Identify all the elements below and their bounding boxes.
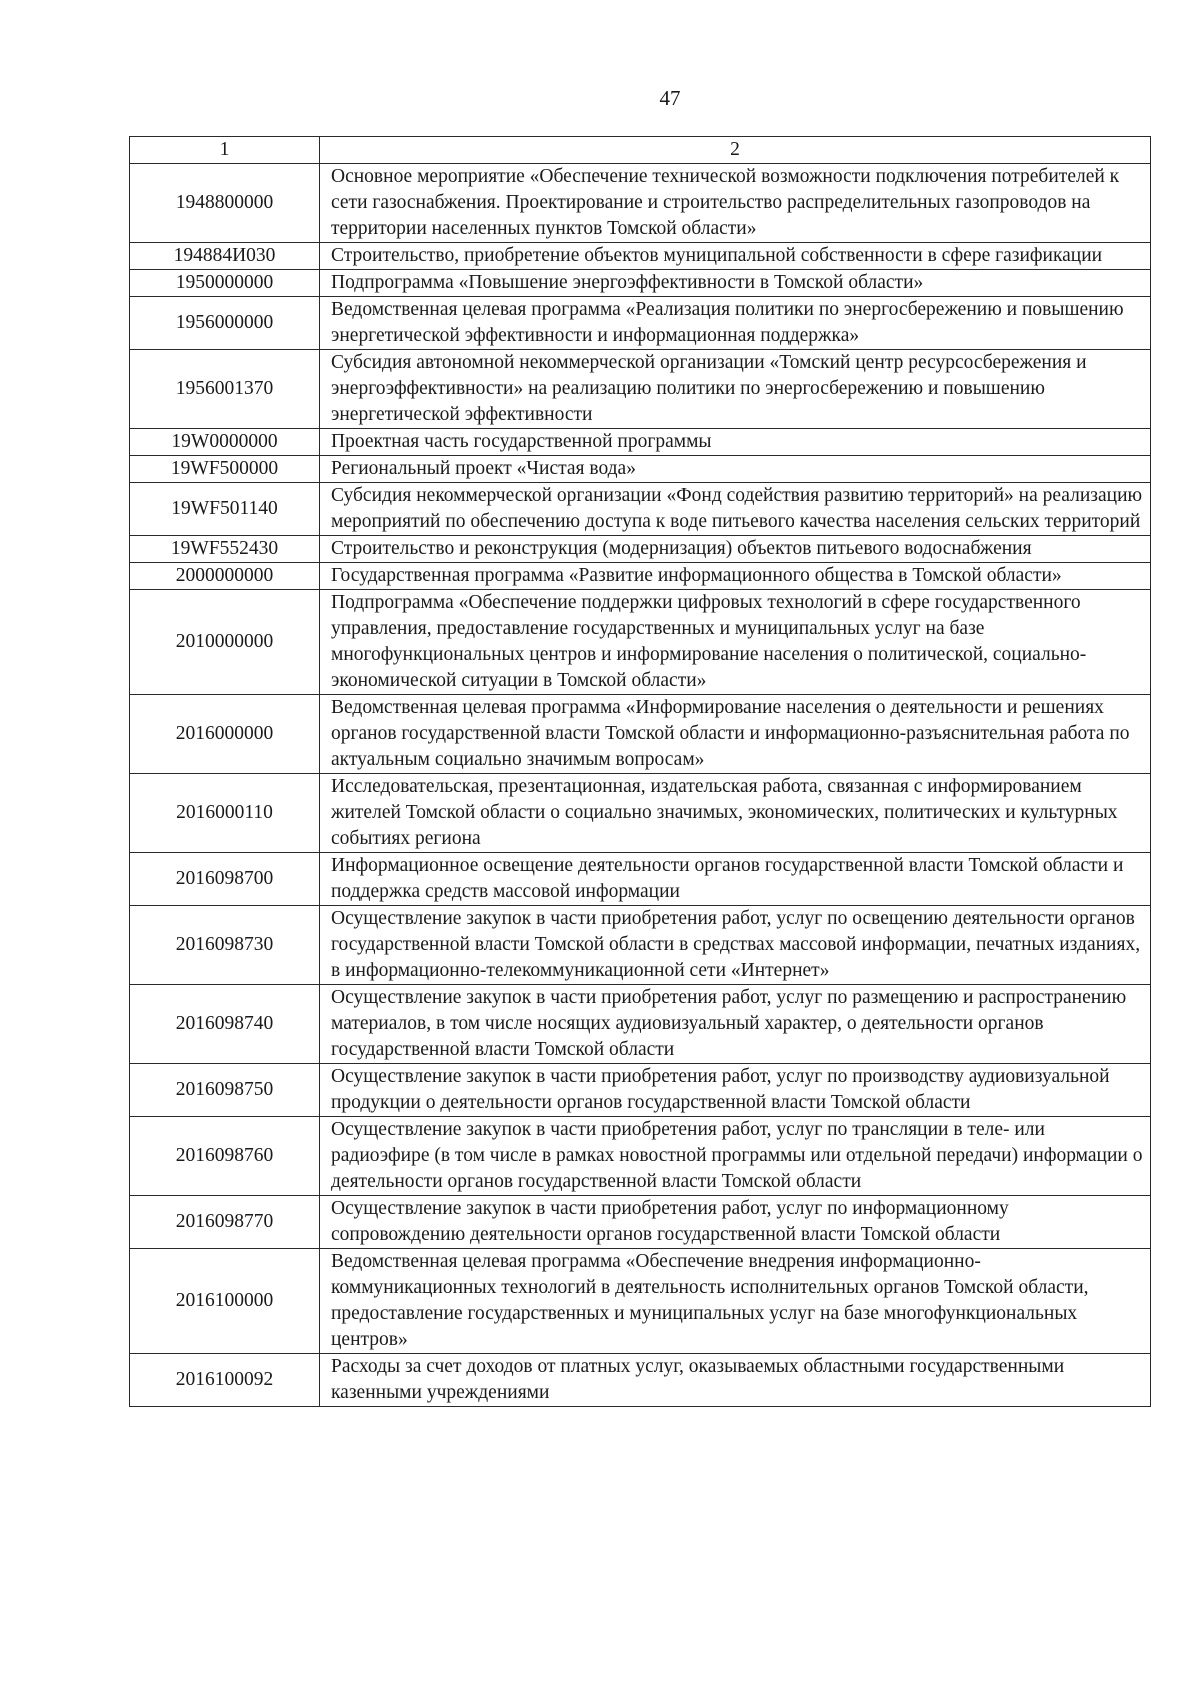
row-name: Расходы за счет доходов от платных услуг, оказываемых областными государственными казенными учреждениями [320, 1354, 1151, 1407]
table-row [130, 270, 1151, 297]
row-code: 19WF501140 [130, 483, 320, 536]
row-name: Строительство и реконструкция (модернизация) объектов питьевого водоснабжения [320, 536, 1151, 563]
row-code: 19WF552430 [130, 536, 320, 563]
row-name: Строительство, приобретение объектов муниципальной собственности в сфере газификации [320, 243, 1151, 270]
row-name: Проектная часть государственной программы [320, 429, 1151, 456]
row-name: Подпрограмма «Повышение энергоэффективности в Томской области» [320, 270, 1151, 297]
row-name: Подпрограмма «Обеспечение поддержки цифровых технологий в сфере государственного управления, предоставление государственных и муниципальных услуг на базе многофункциональных центров и информирование населения о политической, социально-экономической ситуации в Томской области» [320, 590, 1151, 695]
row-code: 2016000000 [130, 695, 320, 774]
table-row [130, 297, 1151, 350]
row-code: 2016100000 [130, 1249, 320, 1354]
table-row [130, 1117, 1151, 1196]
row-name: Осуществление закупок в части приобретения работ, услуг по освещению деятельности органов государственной власти Томской области в средствах массовой информации, печатных изданиях, в информационно-телекоммуникационной сети «Интернет» [320, 906, 1151, 985]
table-row [130, 243, 1151, 270]
row-name: Субсидия некоммерческой организации «Фонд содействия развитию территорий» на реализацию мероприятий по обеспечению доступа к воде питьевого качества населения сельских территорий [320, 483, 1151, 536]
table-row [130, 774, 1151, 853]
row-code: 1956000000 [130, 297, 320, 350]
table-row [130, 1354, 1151, 1407]
row-code: 194884И030 [130, 243, 320, 270]
row-name: Осуществление закупок в части приобретения работ, услуг по производству аудиовизуальной продукции о деятельности органов государственной власти Томской области [320, 1064, 1151, 1117]
row-code: 2016000110 [130, 774, 320, 853]
table-row [130, 1196, 1151, 1249]
table-row [130, 483, 1151, 536]
row-name: Региональный проект «Чистая вода» [320, 456, 1151, 483]
table-row [130, 164, 1151, 243]
table-row [130, 536, 1151, 563]
row-name: Осуществление закупок в части приобретения работ, услуг по размещению и распространению материалов, в том числе носящих аудиовизуальный характер, о деятельности органов государственной власти Томской области [320, 985, 1151, 1064]
row-code: 19WF500000 [130, 456, 320, 483]
table-row [130, 429, 1151, 456]
table-row [130, 1064, 1151, 1117]
row-name: Исследовательская, презентационная, издательская работа, связанная с информированием жителей Томской области о социально значимых, экономических, политических и культурных событиях региона [320, 774, 1151, 853]
row-code: 2000000000 [130, 563, 320, 590]
table-header-row [130, 137, 1151, 164]
row-name: Ведомственная целевая программа «Обеспечение внедрения информационно-коммуникационных технологий в деятельность исполнительных органов Томской области, предоставление государственных и муниципальных услуг на базе многофункциональных центров» [320, 1249, 1151, 1354]
row-code: 1950000000 [130, 270, 320, 297]
row-code: 2010000000 [130, 590, 320, 695]
row-code: 2016098730 [130, 906, 320, 985]
column-header-code: 1 [130, 137, 320, 164]
column-header-name: 2 [320, 137, 1151, 164]
table-row [130, 456, 1151, 483]
table-row [130, 906, 1151, 985]
row-name: Осуществление закупок в части приобретения работ, услуг по информационному сопровождению деятельности органов государственной власти Томской области [320, 1196, 1151, 1249]
table-row [130, 350, 1151, 429]
table-row [130, 563, 1151, 590]
row-name: Осуществление закупок в части приобретения работ, услуг по трансляции в теле- или радиоэфире (в том числе в рамках новостной программы или отдельной передачи) информации о деятельности органов государственной власти Томской области [320, 1117, 1151, 1196]
row-code: 1956001370 [130, 350, 320, 429]
row-code: 1948800000 [130, 164, 320, 243]
table-row [130, 853, 1151, 906]
row-code: 2016098760 [130, 1117, 320, 1196]
row-name: Основное мероприятие «Обеспечение технической возможности подключения потребителей к сети газоснабжения. Проектирование и строительство распределительных газопроводов на территории населенных пунктов Томской области» [320, 164, 1151, 243]
row-name: Ведомственная целевая программа «Информирование населения о деятельности и решениях органов государственной власти Томской области и информационно-разъяснительная работа по актуальным социально значимым вопросам» [320, 695, 1151, 774]
row-name: Информационное освещение деятельности органов государственной власти Томской области и поддержка средств массовой информации [320, 853, 1151, 906]
row-name: Государственная программа «Развитие информационного общества в Томской области» [320, 563, 1151, 590]
row-name: Субсидия автономной некоммерческой организации «Томский центр ресурсосбережения и энергоэффективности» на реализацию политики по энергосбережению и повышению энергетической эффективности [320, 350, 1151, 429]
row-code: 2016098770 [130, 1196, 320, 1249]
table-row [130, 590, 1151, 695]
row-code: 2016098740 [130, 985, 320, 1064]
row-code: 2016098700 [130, 853, 320, 906]
page-number: 47 [659, 86, 681, 110]
row-code: 2016100092 [130, 1354, 320, 1407]
table-row [130, 695, 1151, 774]
table-row [130, 1249, 1151, 1354]
table-row [130, 985, 1151, 1064]
row-code: 19W0000000 [130, 429, 320, 456]
row-code: 2016098750 [130, 1064, 320, 1117]
budget-classification-table [129, 136, 1151, 1407]
row-name: Ведомственная целевая программа «Реализация политики по энергосбережению и повышению энергетической эффективности и информационная поддержка» [320, 297, 1151, 350]
